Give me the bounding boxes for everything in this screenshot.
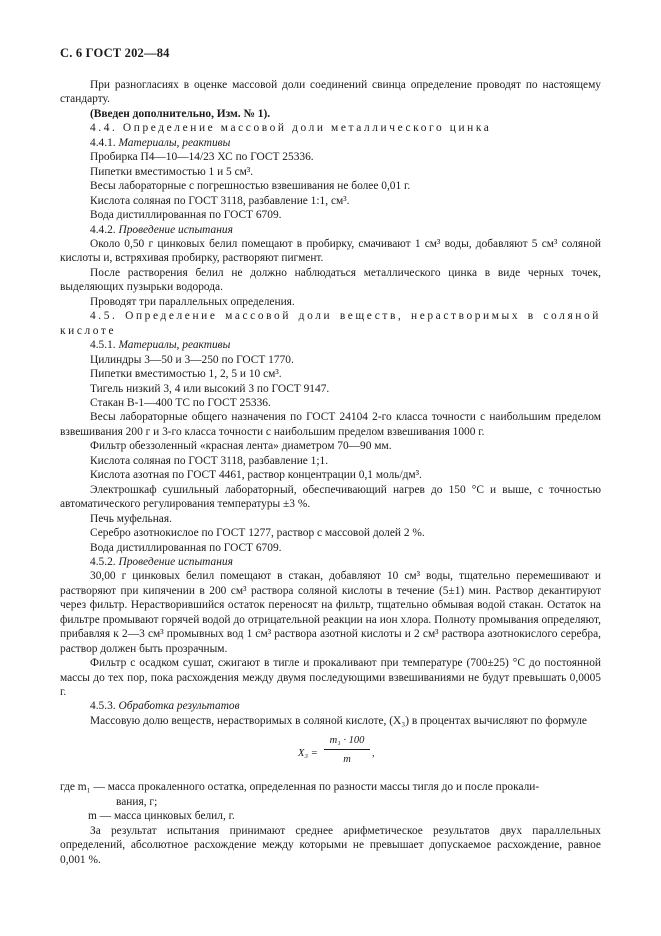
formula-lhs: X₃ = (298, 748, 318, 760)
subsection-heading-4-4-2 (60, 223, 601, 237)
list-item: Пипетки вместимостью 1 и 5 см³. (90, 165, 254, 178)
list-item: Цилиндры 3—50 и 3—250 по ГОСТ 1770. (90, 353, 294, 366)
list-item: Пипетки вместимостью 1, 2, 5 и 10 см³. (90, 368, 282, 381)
formula-variable-definition: где m₁ — масса прокаленного остатка, определенная по разности массы тигля до и после прокали- (60, 781, 540, 794)
subsection-title: Обработка результатов (118, 700, 240, 713)
document-body (60, 78, 601, 867)
list-item: Серебро азотнокислое по ГОСТ 1277, раствор с массовой долей 2 %. (90, 527, 425, 540)
paragraph: Проводят три параллельных определения. (90, 295, 295, 308)
subsection-title: Проведение испытания (118, 223, 233, 236)
section-heading-4-5: 4.5. Определение массовой доли веществ, нерастворимых в соляной кислоте (60, 310, 601, 337)
subsection-title: Материалы, реактивы (118, 339, 231, 352)
page-header: С. 6 ГОСТ 202—84 (60, 46, 170, 60)
list-item: Кислота соляная по ГОСТ 3118, разбавление 1;1. (90, 454, 329, 467)
list-item: Печь муфельная. (90, 512, 172, 525)
subsection-heading-4-5-2 (60, 555, 601, 569)
list-item: Стакан В-1—400 ТС по ГОСТ 25336. (90, 396, 271, 409)
list-item: Тигель низкий 3, 4 или высокий 3 по ГОСТ 9147. (90, 382, 330, 395)
formula-comma: , (372, 748, 375, 760)
section-heading-4-4: 4.4. Определение массовой доли металлического цинка (90, 122, 492, 135)
subsection-number: 4.5.3. (90, 700, 119, 713)
list-item: Весы лабораторные с погрешностью взвешивания не более 0,01 г. (90, 180, 411, 193)
subsection-number: 4.5.2. (90, 555, 119, 568)
paragraph: За результат испытания принимают среднее арифметическое результатов двух параллельных определений, абсолютное расхождение между которыми не превышает допускаемое расхождение, равное 0,001 %. (60, 824, 601, 866)
formula-variable-definition-continued (60, 795, 601, 809)
fraction-bar (324, 749, 370, 750)
paragraph: Около 0,50 г цинковых белил помещают в пробирку, смачивают 1 см³ воды, добавляют 5 см³ соляной кислоты и, встряхивая пробирку, растворяют пигмент. (60, 237, 601, 265)
amendment-note: (Введен дополнительно, Изм. № 1). (90, 107, 271, 120)
list-item: Кислота соляная по ГОСТ 3118, разбавление 1:1, см³. (90, 194, 350, 207)
subsection-number: 4.4.2. (90, 223, 119, 236)
subsection-title: Материалы, реактивы (118, 136, 231, 149)
subsection-number: 4.4.1. (90, 136, 119, 149)
subsection-number: 4.5.1. (90, 339, 119, 352)
list-item: Вода дистиллированная по ГОСТ 6709. (90, 541, 282, 554)
list-item: Электрошкаф сушильный лабораторный, обеспечивающий нагрев до 150 °С и выше, с точностью автоматического регулирования температуры ±3 %. (60, 483, 601, 511)
paragraph: Фильтр с осадком сушат, сжигают в тигле и прокаливают при температуре (700±25) °С до постоянной массы до тех пор, пока расхождения между двумя последующими взвешиваниями не будут превышать 0,0005 г. (60, 657, 601, 699)
paragraph: 30,00 г цинковых белил помещают в стакан, добавляют 10 см³ воды, тщательно перемешивают и растворяют при кипячении в 200 см³ раствора соляной кислоты в течение (5±1) мин. Раствор декантируют через фильтр. Нерастворившийся остаток переносят на фильтр, тщательно обмывая водой стакан. Остаток на фильтре промывают горячей водой до отрицательной реакции на ион хлора. Полноту промывания определяют, прибавляя к 2—3 см³ промывных вод 1 см³ раствора азотной кислоты и 2 см³ раствора азотнокислого серебра, раствор должен быть прозрачным. (60, 570, 601, 655)
paragraph: При разногласиях в оценке массовой доли соединений свинца определение проводят по настоящему стандарту. (60, 79, 601, 106)
definition-continuation: вания, г; (116, 795, 158, 808)
list-item: Весы лабораторные общего назначения по ГОСТ 24104 2-го класса точности с наибольшим пределом взвешивания 200 г и 3-го класса точности с наибольшим пределом взвешивания 1000 г. (60, 411, 601, 438)
formula-denominator: m (343, 754, 351, 766)
subsection-heading-4-5-1 (60, 338, 601, 352)
formula-variable-definition: m — масса цинковых белил, г. (88, 810, 235, 823)
paragraph: Массовую долю веществ, нерастворимых в соляной кислоте, (X₃) в процентах вычисляют по формуле (90, 714, 587, 727)
list-item: Фильтр обеззоленный «красная лента» диаметром 70—90 мм. (90, 440, 392, 453)
formula (60, 728, 601, 780)
paragraph: После растворения белил не должно наблюдаться металлического цинка в виде черных точек, выделяющих пузырьки водорода. (60, 266, 601, 294)
subsection-title: Проведение испытания (118, 555, 233, 568)
subsection-heading-4-4-1 (60, 136, 601, 150)
subsection-heading-4-5-3 (60, 699, 601, 713)
list-item: Пробирка П4—10—14/23 ХС по ГОСТ 25336. (90, 151, 314, 164)
formula-numerator: m₁ · 100 (329, 735, 365, 747)
list-item: Кислота азотная по ГОСТ 4461, раствор концентрации 0,1 моль/дм³. (90, 469, 422, 482)
list-item: Вода дистиллированная по ГОСТ 6709. (90, 209, 282, 222)
